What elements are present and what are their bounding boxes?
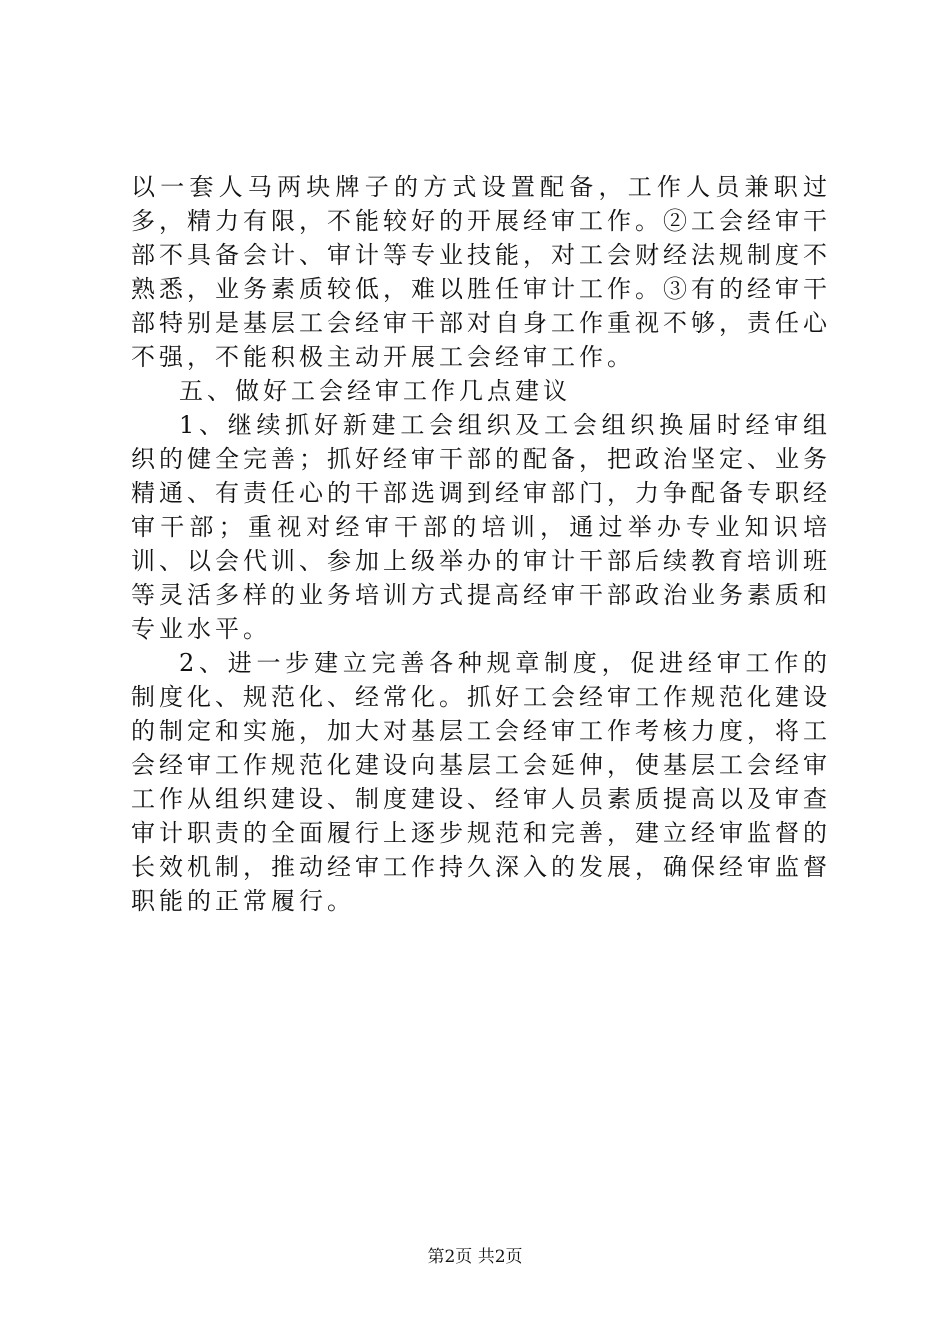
paragraph-suggestion-1: 1、继续抓好新建工会组织及工会组织换届时经审组织的健全完善；抓好经审干部的配备，把政治坚定、业务精通、有责任心的干部选调到经审部门，力争配备专职经审干部；重视对经审干部的培训，通过举办专业知识培训、以会代训、参加上级举办的审计干部后续教育培训班等灵活多样的业务培训方式提高经审干部政治业务素质和专业水平。 [131, 411, 831, 643]
section-heading: 五、做好工会经审工作几点建议 [179, 377, 571, 405]
page-footer: 第2页 共2页 [427, 1247, 523, 1267]
paragraph-continuation: 以一套人马两块牌子的方式设置配备，工作人员兼职过多，精力有限，不能较好的开展经审工作。②工会经审干部不具备会计、审计等专业技能，对工会财经法规制度不熟悉，业务素质较低，难以胜任审计工作。③有的经审干部特别是基层工会经审干部对自身工作重视不够，责任心不强，不能积极主动开展工会经审工作。 [131, 173, 831, 371]
document-body [131, 170, 831, 918]
paragraph-suggestion-2: 2、进一步建立完善各种规章制度，促进经审工作的制度化、规范化、经常化。抓好工会经审工作规范化建设的制定和实施，加大对基层工会经审工作考核力度，将工会经审工作规范化建设向基层工会延伸，使基层工会经审工作从组织建设、制度建设、经审人员素质提高以及审查审计职责的全面履行上逐步规范和完善，建立经审监督的长效机制，推动经审工作持久深入的发展，确保经审监督职能的正常履行。 [131, 649, 831, 915]
